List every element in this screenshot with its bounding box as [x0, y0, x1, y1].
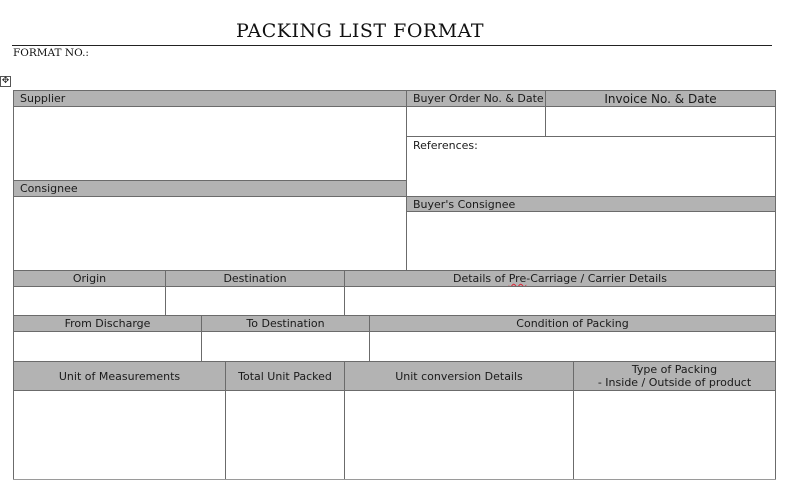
unit-measurements-label: Unit of Measurements — [58, 369, 181, 383]
type-packing-line2: - Inside / Outside of product — [597, 376, 752, 389]
move-cross-icon[interactable]: ✥ — [1, 76, 10, 86]
pre-carriage-field[interactable] — [344, 286, 776, 316]
destination-header: Destination — [165, 270, 345, 287]
pre-carriage-prefix: Details of — [453, 272, 509, 285]
unit-conversion-field[interactable] — [344, 390, 574, 480]
total-unit-packed-label: Total Unit Packed — [238, 369, 332, 383]
buyers-consignee-field[interactable] — [406, 211, 776, 271]
type-packing-line1: Type of Packing — [631, 363, 718, 376]
from-discharge-field[interactable] — [13, 331, 202, 362]
pre-spellcheck-word: Pre — [508, 272, 527, 285]
buyer-order-field[interactable] — [406, 106, 546, 137]
references-field[interactable] — [406, 136, 776, 197]
origin-field[interactable] — [13, 286, 166, 316]
consignee-field[interactable] — [13, 196, 407, 271]
page-title: PACKING LIST FORMAT — [235, 20, 485, 42]
total-unit-packed-field[interactable] — [225, 390, 345, 480]
invoice-header: Invoice No. & Date — [545, 90, 776, 107]
buyer-order-header: Buyer Order No. & Date — [406, 90, 546, 107]
origin-header: Origin — [13, 270, 166, 287]
title-underline — [12, 45, 772, 46]
type-packing-header — [573, 361, 776, 391]
references-label: References: — [413, 139, 478, 152]
type-packing-field[interactable] — [573, 390, 776, 480]
supplier-field[interactable] — [13, 106, 407, 181]
condition-packing-field[interactable] — [369, 331, 776, 362]
condition-packing-header: Condition of Packing — [369, 315, 776, 332]
pre-carriage-suffix: -Carriage / Carrier Details — [526, 272, 667, 285]
to-destination-field[interactable] — [201, 331, 370, 362]
unit-measurements-field[interactable] — [13, 390, 226, 480]
destination-field[interactable] — [165, 286, 345, 316]
pre-carriage-header — [344, 270, 776, 287]
unit-conversion-label: Unit conversion Details — [395, 369, 523, 383]
to-destination-header: To Destination — [201, 315, 370, 332]
supplier-header: Supplier — [13, 90, 407, 107]
invoice-field[interactable] — [545, 106, 776, 137]
from-discharge-header: From Discharge — [13, 315, 202, 332]
consignee-header: Consignee — [13, 180, 407, 197]
unit-measurements-header — [13, 361, 226, 391]
format-no-label: FORMAT NO.: — [13, 47, 89, 59]
total-unit-packed-header — [225, 361, 345, 391]
unit-conversion-header — [344, 361, 574, 391]
buyers-consignee-header: Buyer's Consignee — [406, 196, 776, 212]
